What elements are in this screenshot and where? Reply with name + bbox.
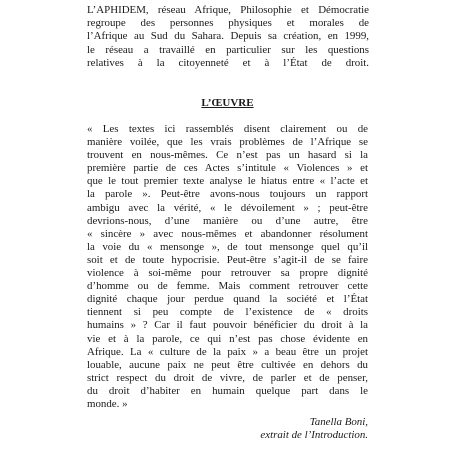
excerpt-line: « sincère » avec nous-mêmes et abandonner résolument bbox=[87, 227, 368, 240]
excerpt-line: la parole ». Peut-être avons-nous toujours un rapport bbox=[87, 188, 368, 201]
intro-line: regroupe des personnes physiques et morales de bbox=[87, 17, 369, 30]
excerpt-line: Afrique. La « culture de la paix » a beau être un projet bbox=[87, 345, 368, 358]
excerpt-line: première partie de ces Actes s’intitule « Violences » et bbox=[87, 162, 368, 175]
intro-line: L’APHIDEM, réseau Afrique, Philosophie et Démocratie bbox=[87, 4, 369, 16]
excerpt-line: que le tout premier texte analyse le hiatus entre « l’acte et bbox=[87, 175, 368, 188]
excerpt-line: vie et à la parole, ce qui n’est pas chose évidente en bbox=[87, 332, 368, 345]
excerpt-paragraph bbox=[87, 123, 368, 411]
excerpt-line: monde. » bbox=[87, 397, 128, 410]
excerpt-line: devrions-nous, d’une manière ou d’une autre, être bbox=[87, 214, 368, 227]
excerpt-line: humains » ? Car il faut pouvoir bénéficier du droit à la bbox=[87, 319, 368, 332]
excerpt-line: la voie du « mensonge », de tout mensonge quel qu’il bbox=[87, 240, 368, 253]
excerpt-line: du droit d’habiter en humain quelque part dans le bbox=[87, 384, 368, 397]
signature-source: extrait de l’Introduction. bbox=[260, 429, 368, 441]
intro-line: relatives à la citoyenneté et à l’État de droit. bbox=[87, 56, 369, 69]
excerpt-line: trouvent en nous-mêmes. Ce n’est pas un hasard si la bbox=[87, 149, 368, 162]
excerpt-line: ambigu avec la vérité, « le dévoilement » ; peut-être bbox=[87, 201, 368, 214]
intro-line: le réseau a travaillé en particulier sur les questions bbox=[87, 43, 369, 56]
excerpt-line: violence à soi-même pour retrouver sa propre dignité bbox=[87, 267, 368, 280]
excerpt-line: dignité chaque jour perdue quand la société et l’État bbox=[87, 293, 368, 306]
intro-line: l’Afrique au Sud du Sahara. Depuis sa création, en 1999, bbox=[87, 30, 369, 43]
excerpt-line: strict respect du droit de vivre, de parler et de penser, bbox=[87, 371, 368, 384]
signature-author: Tanella Boni, bbox=[309, 416, 368, 428]
excerpt-line: manière voilée, que les vrais problèmes de l’Afrique se bbox=[87, 136, 368, 149]
excerpt-line: louable, aucune paix ne peut être cultivée en dehors du bbox=[87, 358, 368, 371]
excerpt-line: soit et de toute hypocrisie. Peut-être s’agit-il de se faire bbox=[87, 253, 368, 266]
excerpt-line: « Les textes ici rassemblés disent clairement ou de bbox=[87, 123, 368, 135]
section-heading: L’ŒUVRE bbox=[201, 97, 254, 109]
excerpt-line: tiennent si peu compte de l’existence de « droits bbox=[87, 306, 368, 319]
excerpt-line: d’homme ou de femme. Mais comment retrouver cette bbox=[87, 280, 368, 293]
intro-paragraph bbox=[87, 4, 369, 70]
